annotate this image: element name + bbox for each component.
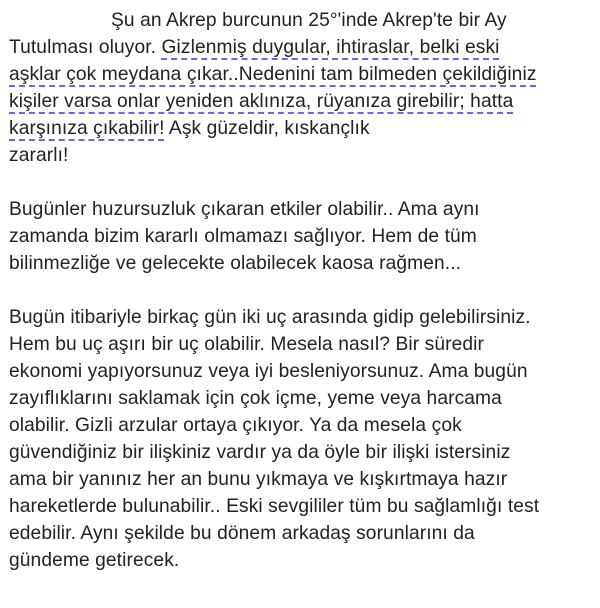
text-segment: edebilir. Aynı şekilde bu dönem arkadaş sorunlarını da <box>9 523 475 544</box>
text-line <box>9 7 600 34</box>
text-segment: güvendiğiniz bir ilişkiniz vardır ya da öyle bir ilişki istersiniz <box>9 442 511 463</box>
text-line <box>9 196 600 223</box>
text-segment: bilinmezliğe ve gelecekte olabilecek kaosa rağmen... <box>9 253 462 274</box>
text-line <box>9 142 600 169</box>
text-line <box>9 331 600 358</box>
paragraph-gap <box>9 169 600 196</box>
text-line <box>9 493 600 520</box>
text-segment: zayıflıklarını saklamak için çok içme, yeme veya harcama <box>9 388 502 409</box>
text-line <box>9 520 600 547</box>
text-line <box>9 250 600 277</box>
text-line <box>9 223 600 250</box>
text-line <box>9 412 600 439</box>
text-segment: Tutulması oluyor. <box>9 37 162 58</box>
underlined-text: kişiler varsa onlar yeniden aklınıza, rüyanıza girebilir; hatta <box>9 91 514 112</box>
paragraph-1 <box>9 7 600 169</box>
paragraph-3 <box>9 304 600 574</box>
paragraph-2 <box>9 196 600 277</box>
text-segment: Bugün itibariyle birkaç gün iki uç arasında gidip gelebilirsiniz. <box>9 307 531 328</box>
text-segment: hareketlerde bulunabilir.. Eski sevgililer tüm bu sağlamlığı test <box>9 496 540 517</box>
text-segment: olabilir. Gizli arzular ortaya çıkıyor. Ya da mesela çok <box>9 415 462 436</box>
text-line <box>9 115 600 142</box>
text-segment: Şu an Akrep burcunun 25°'inde Akrep'te bir Ay <box>111 10 507 31</box>
underlined-text: Gizlenmiş duygular, ihtiraslar, belki eski <box>161 37 500 58</box>
text-line <box>9 358 600 385</box>
text-line <box>9 88 600 115</box>
text-segment: Aşk güzeldir, kıskançlık <box>164 118 370 139</box>
text-line <box>9 34 600 61</box>
text-line <box>9 61 600 88</box>
text-line <box>9 439 600 466</box>
text-segment: gündeme getirecek. <box>9 550 180 571</box>
text-line <box>9 304 600 331</box>
underlined-text: karşınıza çıkabilir! <box>9 118 165 139</box>
text-line <box>9 466 600 493</box>
text-segment: ama bir yanınız her an bunu yıkmaya ve kışkırtmaya hazır <box>9 469 508 490</box>
paragraph-gap <box>9 277 600 304</box>
underlined-text: aşklar çok meydana çıkar..Nedenini tam bilmeden çekildiğiniz <box>9 64 537 85</box>
text-line <box>9 547 600 574</box>
document-text <box>9 7 600 574</box>
text-line <box>9 385 600 412</box>
text-segment: Bugünler huzursuzluk çıkaran etkiler olabilir.. Ama aynı <box>9 199 480 220</box>
text-segment: ekonomi yapıyorsunuz veya iyi besleniyorsunuz. Ama bugün <box>9 361 528 382</box>
text-segment: Hem bu uç aşırı bir uç olabilir. Mesela nasıl? Bir süredir <box>9 334 485 355</box>
text-segment: zararlı! <box>9 145 69 166</box>
text-segment: zamanda bizim kararlı olmamazı sağlıyor. Hem de tüm <box>9 226 477 247</box>
